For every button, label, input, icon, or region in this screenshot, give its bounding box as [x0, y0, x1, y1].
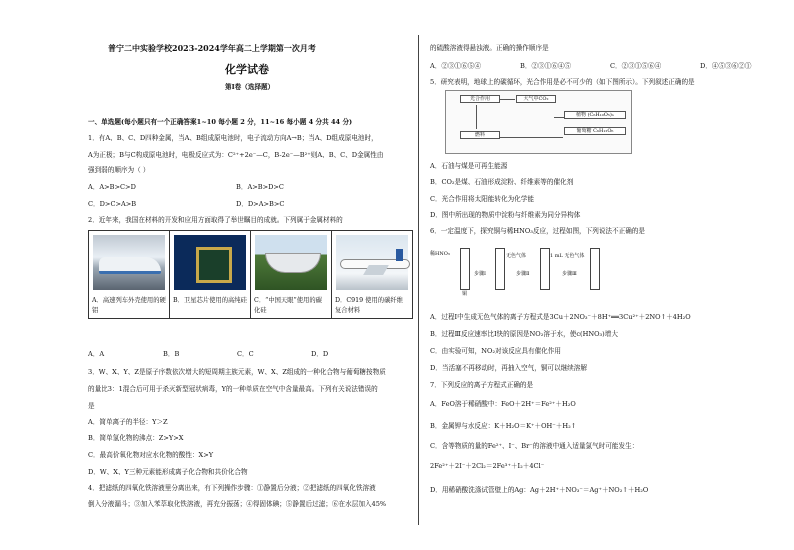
q4-option-b: B．②③①⑥④⑤ [520, 62, 572, 70]
q2-option-d: D．D [311, 350, 329, 358]
q1-option-c: C．D>C>A>B [88, 200, 137, 208]
fig-photosynthesis: 光合作用 [460, 95, 500, 103]
q3-option-d: D．W、X、Y三种元素能形成离子化合物和共价化合物 [88, 468, 248, 476]
fig-label-gas: 无色气体 [506, 253, 527, 259]
q1-option-a: A．A>B>C>D [88, 183, 136, 191]
q7-option-b: B．金属钾与水反应：K＋H₂O＝K⁺＋OH⁻＋H₂↑ [430, 422, 577, 430]
q1-line-2: A为正极；B与C构成原电池时，电极反应式为：C²⁺+2e⁻—C，B-2e⁻—B²⁺则A、B、C、D金属性由 [88, 151, 384, 159]
q5-option-c: C．光合作用将太阳能转化为化学能 [430, 195, 534, 203]
subject-title: 化学试卷 [225, 63, 269, 76]
c919-aircraft-image [336, 235, 408, 290]
fig-label-cu: 铜 [462, 291, 468, 297]
q1-option-d: D．D>A>B>C [236, 200, 285, 208]
q2-cell-a [89, 231, 170, 319]
chip-image [174, 235, 246, 290]
fig-label-1ml: 1 mL 无色气体 [550, 253, 585, 259]
fig-arrow-down [476, 105, 477, 129]
q2-cell-c [251, 231, 332, 319]
q7-option-d: D．用稀硝酸洗涤试管壁上的Ag：Ag＋2H⁺＋NO₃⁻＝Ag⁺＋NO₂↑＋H₂O [430, 486, 649, 494]
fig-arrow-bottom [499, 137, 563, 138]
q7-option-a: A．FeO溶于稀硝酸中：FeO＋2H⁺＝Fe²⁺＋H₂O [430, 400, 576, 408]
q2-option-b: B．B [163, 350, 180, 358]
part-title: 第I卷（选择题） [225, 83, 275, 91]
fig-syringe-4 [590, 248, 600, 290]
fig-label-hno3: 稀HNO₃ [430, 251, 450, 257]
q3-line-3: 是 [88, 402, 95, 410]
q5-option-b: B．CO₂是煤、石油形成淀粉、纤维素等的催化剂 [430, 178, 574, 186]
section-heading: 一、单选题(每小题只有一个正确答案1~10 每小题 2 分，11~16 每小题 4 分共 44 分) [88, 118, 353, 126]
q3-option-c: C．最高价氧化物对应水化物的酸性：X>Y [88, 451, 214, 459]
q2-caption-a: A．高速列车外壳使用的硬铝 [92, 297, 166, 314]
fig-arrow-right [499, 99, 515, 100]
q3-line-2: 的量比3：1混合后可用于杀灭新型冠状病毒，Y的一种单质在空气中含量最高。下列有关说法错误的 [88, 385, 378, 393]
fig-glucose: 葡萄糖 C₆H₁₂O₆ [564, 127, 626, 135]
q2-caption-c: C．“中国天眼”使用的碳化硅 [254, 297, 322, 314]
q6-option-a: A．过程Ⅰ中生成无色气体的离子方程式是3Cu＋2NO₃⁻＋8H⁺══3Cu²⁺＋2NO↑＋4H₂O [430, 313, 691, 321]
q7-stem: 7．下列反应的离子方程式正确的是 [430, 381, 534, 389]
q3-option-a: A．简单离子的半径：Y＞Z [88, 418, 168, 426]
q4-line-2: 倒入分液漏斗；③加入苯萃取化铁溶液，再充分振荡；④得固体碘；⑤静置后过滤；⑥在水层加入45% [88, 500, 387, 508]
q2-option-a: A．A [88, 350, 105, 358]
q7-option-c-equation: 2Fe²⁺＋2I⁻＋2Cl₂＝2Fe³⁺＋I₂＋4Cl⁻ [430, 462, 545, 470]
q2-image-table [88, 230, 413, 319]
q4-line-3: 的硫酸溶液得悬浊液。正确的操作顺序是 [430, 44, 549, 52]
q5-stem: 5．研究表明，地球上的碳循环，光合作用是必不可少的（如下图所示）。下列叙述正确的是 [430, 78, 695, 86]
q2-stem: 2．近年来，我国在材料的开发和应用方面取得了举世瞩目的成就。下列属于金属材料的 [88, 216, 343, 224]
fig-co2: 大气中CO₂ [516, 95, 556, 103]
fig-fuel: 燃料 [460, 131, 500, 139]
q2-caption-b: B．卫星芯片使用的高纯硅 [173, 297, 247, 304]
q3-line-1: 3．W、X、Y、Z是原子序数依次增大的短周期主族元素，W、X、Z组成的一种化合物与葡萄糖按物质 [88, 368, 386, 376]
q2-option-c: C．C [237, 350, 254, 358]
fig-arrow-plant [554, 117, 564, 118]
fig-syringe-3 [540, 248, 550, 290]
q1-option-b: B．A>B>D>C [236, 183, 284, 191]
q2-cell-d [332, 231, 413, 319]
q4-option-c: C．②③①⑤⑥④ [610, 62, 662, 70]
fig-syringe-1 [460, 248, 470, 290]
exam-title: 普宁二中实验学校2023-2024学年高二上学期第一次月考 [108, 43, 316, 53]
high-speed-train-image [93, 235, 165, 290]
q3-option-b: B．简单氢化物的沸点：Z>Y>X [88, 434, 184, 442]
q6-option-d: D．当活塞不再移动时，再抽入空气，铜可以继续溶解 [430, 364, 587, 372]
fig-step-2: 步骤Ⅱ [516, 271, 530, 277]
q7-option-c: C．含等物质的量的Fe²⁺、I⁻、Br⁻的溶液中通入适量氯气时可能发生： [430, 442, 639, 450]
fig-step-3: 步骤Ⅲ [562, 271, 577, 277]
fig-plant: 植物 (C₆H₁₀O₅)ₙ [564, 111, 626, 119]
q4-line-1: 4．把滤纸的四氧化铁溶液里分离出来，有下列操作步骤：①静置后分液；②把滤纸的四氧化铁溶液 [88, 484, 376, 492]
q6-option-b: B．过程Ⅲ反应速率比Ⅰ快的原因是NO₂溶于水，使c(HNO₃)增大 [430, 330, 618, 338]
q1-line-1: 1．有A、B、C、D四种金属，当A、B组成原电池时，电子流动方向A→B；当A、D组成原电池时， [88, 134, 378, 142]
q4-option-a: A．②③①⑥⑤④ [430, 62, 481, 70]
q2-cell-b [170, 231, 251, 319]
fig-syringe-2 [495, 248, 505, 290]
fig-step-1: 步骤Ⅰ [474, 271, 486, 277]
q4-option-d: D．④⑤③⑥②① [700, 62, 752, 70]
copper-nitric-figure [430, 240, 615, 300]
carbon-cycle-figure [445, 90, 632, 154]
q2-caption-d: D．C919 使用的碳纤维复合材料 [335, 297, 403, 314]
q6-option-c: C．由实验可知，NO₂对该反应具有催化作用 [430, 347, 561, 355]
q1-line-3: 强到弱的顺序为（ ） [88, 166, 150, 174]
column-divider [418, 35, 419, 525]
q5-option-d: D．图中所出现的物质中淀粉与纤维素为同分异构体 [430, 211, 581, 219]
q5-option-a: A．石油与煤是可再生能源 [430, 162, 508, 170]
fast-telescope-image [255, 235, 327, 290]
q6-stem: 6．一定温度下，探究铜与稀HNO₃反应，过程如图，下列说法不正确的是 [430, 227, 645, 235]
